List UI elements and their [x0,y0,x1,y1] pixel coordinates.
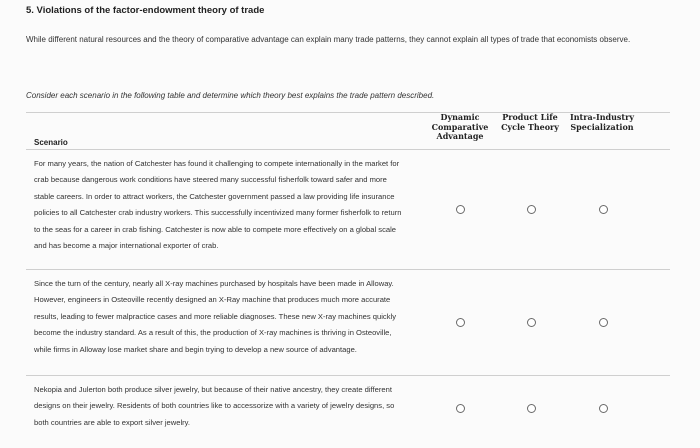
radio-intra-industry-specialization[interactable] [599,404,608,413]
table-row [26,270,670,376]
scenario-text: Nekopia and Julerton both produce silver jewelry, but because of their native ancestry, they create different designs on their jewelry. Residents of both countries like to accessorize with a variety of jewelry designs, so both countries are able to export silver jewelry. [34,385,395,427]
radio-intra-industry-specialization[interactable] [599,205,608,214]
table-row [26,150,670,270]
radio-dynamic-comparative-advantage[interactable] [456,404,465,413]
radio-dynamic-comparative-advantage[interactable] [456,205,465,214]
radio-dynamic-comparative-advantage[interactable] [456,318,465,327]
radio-intra-industry-specialization[interactable] [599,318,608,327]
column-header-dynamic-comparative-advantage: Dynamic Comparative Advantage [431,112,489,141]
table-header [26,113,670,150]
radio-product-life-cycle-theory[interactable] [527,404,536,413]
question-instruction: Consider each scenario in the following table and determine which theory best explains the trade pattern described. [26,91,435,100]
scenario-text: For many years, the nation of Catchester has found it challenging to compete internationally in the market for crab because dangerous work conditions have steered many successful fisherfolk toward safer and more stable careers. In order to attract workers, the Catchester government passed a law providing life insurance policies to all Catchester crab industry workers. This successfully incentivized many former fisherfolk to return to the seas for a career in crab fishing. Catchester is now able to compete more effectively on a global scale and has become a major international exporter of crab. [34,159,402,251]
column-header-intra-industry-specialization: Intra-Industry Specialization [569,112,634,132]
scenario-text: Since the turn of the century, nearly all X-ray machines purchased by hospitals have been made in Alloway. However, engineers in Osteoville recently designed an X-Ray machine that produces much more accurate results, leading to fewer malpractice cases and more reliable diagnoses. These new X-ray machines quickly become the industry standard. As a result of this, the production of X-ray machines is thriving in Osteoville, while firms in Alloway lose market share and begin trying to develop a new source of advantage. [34,279,397,354]
scenario-column-header: Scenario [34,138,68,147]
question-title: 5. Violations of the factor-endowment theory of trade [26,5,265,16]
radio-product-life-cycle-theory[interactable] [527,318,536,327]
radio-product-life-cycle-theory[interactable] [527,205,536,214]
question-intro: While different natural resources and the theory of comparative advantage can explain many trade patterns, they cannot explain all types of trade that economists observe. [26,35,631,44]
scenario-table [26,112,670,448]
table-row [26,376,670,446]
column-header-product-life-cycle-theory: Product Life Cycle Theory [501,112,559,132]
